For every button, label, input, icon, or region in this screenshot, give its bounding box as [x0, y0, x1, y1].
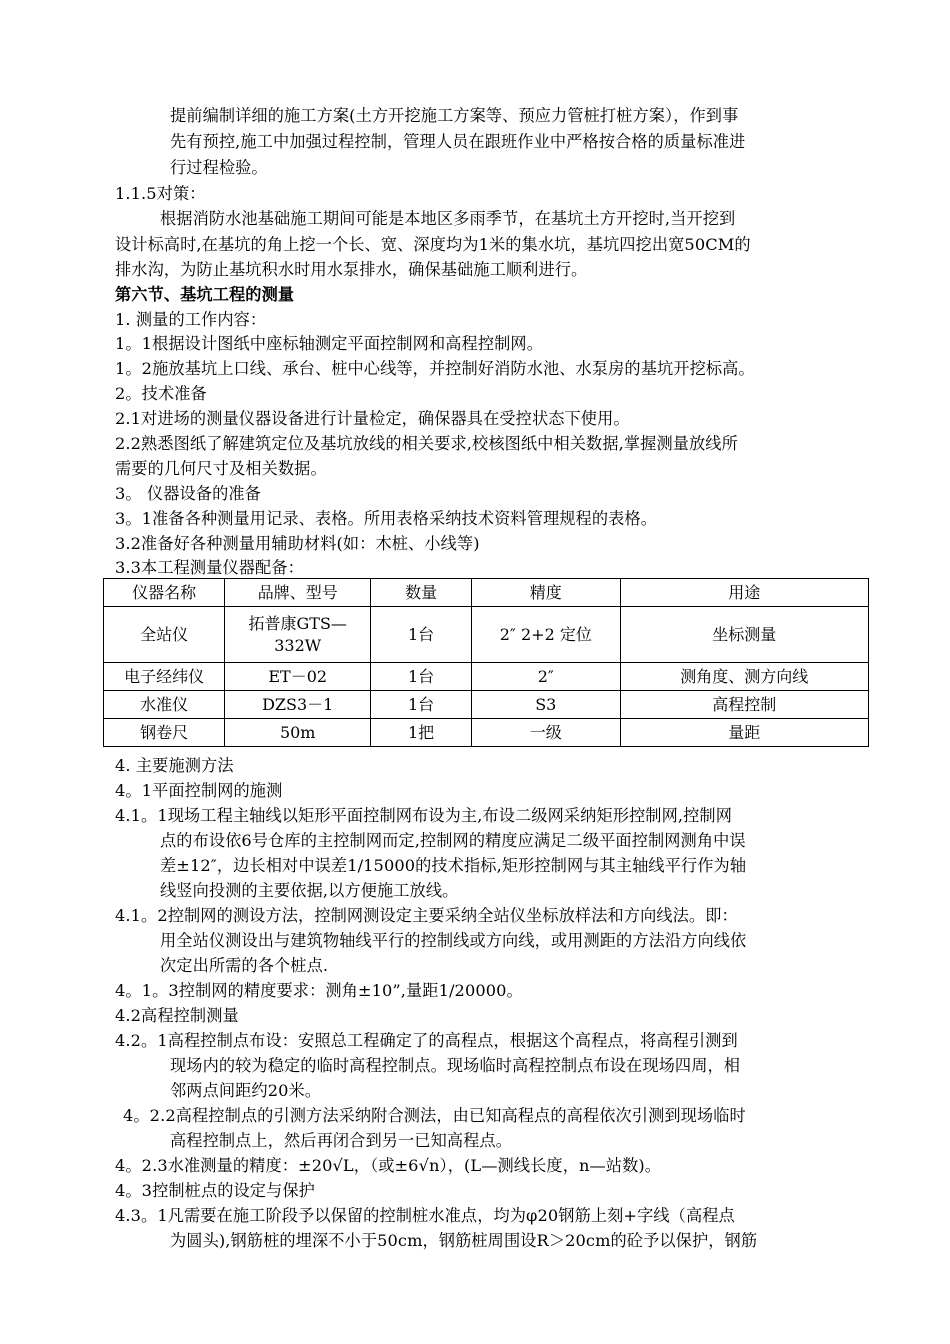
- table-cell: [225, 607, 371, 663]
- table-row: [104, 719, 869, 747]
- paragraph-line: 排水沟，为防止基坑积水时用水泵排水，确保基础施工顺利进行。: [115, 260, 588, 279]
- table-cell: 2″ 2+2 定位: [472, 607, 621, 663]
- instrument-table: [103, 578, 869, 747]
- table-cell: 50m: [225, 719, 371, 747]
- item-heading: 3。 仪器设备的准备: [115, 484, 261, 503]
- list-item: 需要的几何尺寸及相关数据。: [115, 459, 327, 478]
- table-cell: 1把: [371, 719, 472, 747]
- table-cell: ET－02: [225, 663, 371, 691]
- list-item: 4。2.3水准测量的精度：±20√L，（或±6√n），(L—测线长度，n—站数)。: [115, 1156, 662, 1175]
- table-cell: 测角度、测方向线: [620, 663, 868, 691]
- list-item: 3.2准备好各种测量用辅助材料(如：木桩、小线等): [115, 534, 480, 553]
- table-header: 精度: [472, 579, 621, 607]
- list-item: 4.2。1高程控制点布设：安照总工程确定了的高程点，根据这个高程点，将高程引测到: [115, 1031, 738, 1050]
- table-cell-line: 拓普康GTS—: [248, 613, 347, 633]
- item-heading: 4. 主要施测方法: [115, 756, 234, 775]
- table-cell: 电子经纬仪: [104, 663, 225, 691]
- table-cell: DZS3－1: [225, 691, 371, 719]
- subheading: 4.2高程控制测量: [115, 1006, 239, 1025]
- table-cell: 全站仪: [104, 607, 225, 663]
- item-heading: 2。技术准备: [115, 384, 207, 403]
- list-item: 3.3本工程测量仪器配备：: [115, 558, 304, 577]
- list-item: 2.1对进场的测量仪器设备进行计量检定，确保器具在受控状态下使用。: [115, 409, 630, 428]
- table-row: [104, 691, 869, 719]
- table-cell: 1台: [371, 691, 472, 719]
- item-heading: 1. 测量的工作内容：: [115, 310, 267, 329]
- list-item: 2.2熟悉图纸了解建筑定位及基坑放线的相关要求,校核图纸中相关数据,掌握测量放线所: [115, 434, 738, 453]
- paragraph-line: 根据消防水池基础施工期间可能是本地区多雨季节，在基坑土方开挖时,当开挖到: [160, 209, 736, 228]
- list-item: 4。1。3控制网的精度要求：测角±10”,量距1/20000。: [115, 981, 523, 1000]
- table-cell: S3: [472, 691, 621, 719]
- list-item-line: 现场内的较为稳定的临时高程控制点。现场临时高程控制点布设在现场四周，相: [170, 1056, 741, 1075]
- subheading: 4。3控制桩点的设定与保护: [115, 1181, 315, 1200]
- table-header: 用途: [620, 579, 868, 607]
- paragraph-line: 提前编制详细的施工方案(土方开挖施工方案等、预应力管桩打桩方案），作到事: [170, 106, 739, 125]
- table-row: [104, 663, 869, 691]
- table-cell-line: 332W: [274, 635, 322, 655]
- table-header: 数量: [371, 579, 472, 607]
- table-cell: 一级: [472, 719, 621, 747]
- list-item-line: 次定出所需的各个桩点.: [160, 956, 329, 975]
- list-item-line: 邻两点间距约20米。: [170, 1081, 322, 1100]
- paragraph-line: 设计标高时,在基坑的角上挖一个长、宽、深度均为1米的集水坑，基坑四挖出宽50CM的: [115, 235, 751, 254]
- table-cell: 量距: [620, 719, 868, 747]
- list-item: 1。2施放基坑上口线、承台、桩中心线等，并控制好消防水池、水泵房的基坑开挖标高。: [115, 359, 755, 378]
- table-cell: 1台: [371, 663, 472, 691]
- table-cell: 高程控制: [620, 691, 868, 719]
- table-cell: 1台: [371, 607, 472, 663]
- list-item-line: 用全站仪测设出与建筑物轴线平行的控制线或方向线，或用测距的方法沿方向线依: [160, 931, 747, 950]
- list-item: 4.1。1现场工程主轴线以矩形平面控制网布设为主,布设二级网采纳矩形控制网,控制网: [115, 806, 732, 825]
- table-cell: 钢卷尺: [104, 719, 225, 747]
- paragraph-line: 行过程检验。: [170, 158, 268, 177]
- list-item-line: 高程控制点上，然后再闭合到另一已知高程点。: [170, 1131, 513, 1150]
- list-item: 3。1准备各种测量用记录、表格。所用表格采纳技术资料管理规程的表格。: [115, 509, 657, 528]
- table-row: [104, 607, 869, 663]
- table-cell: 坐标测量: [620, 607, 868, 663]
- subheading: 4。1平面控制网的施测: [115, 781, 283, 800]
- section-heading: 第六节、基坑工程的测量: [115, 285, 295, 304]
- table-cell: 2″: [472, 663, 621, 691]
- list-item-line: 差±12″，边长相对中误差1/15000的技术指标,矩形控制网与其主轴线平行作为轴: [160, 856, 747, 875]
- list-item-line: 为圆头),钢筋桩的埋深不小于50cm，钢筋桩周围设R＞20cm的砼予以保护，钢筋: [170, 1231, 758, 1250]
- table-cell: 水准仪: [104, 691, 225, 719]
- paragraph-line: 先有预控,施工中加强过程控制，管理人员在跟班作业中严格按合格的质量标准进: [170, 132, 746, 151]
- list-item-line: 点的布设依6号仓库的主控制网而定,控制网的精度应满足二级平面控制网测角中误: [160, 831, 746, 850]
- list-item: 4.1。2控制网的测设方法，控制网测设定主要采纳全站仪坐标放样法和方向线法。即：: [115, 906, 738, 925]
- table-header: 品牌、型号: [225, 579, 371, 607]
- list-item: 4.3。1凡需要在施工阶段予以保留的控制桩水准点，均为φ20钢筋上刻+字线（高程点: [115, 1206, 735, 1225]
- list-item: 4。2.2高程控制点的引测方法采纳附合测法，由已知高程点的高程依次引测到现场临时: [123, 1106, 746, 1125]
- table-header-row: [104, 579, 869, 607]
- list-item-line: 线竖向投测的主要依据,以方便施工放线。: [160, 881, 459, 900]
- list-item: 1。1根据设计图纸中座标轴测定平面控制网和高程控制网。: [115, 334, 543, 353]
- table-header: 仪器名称: [104, 579, 225, 607]
- subheading-1-1-5: 1.1.5对策：: [115, 184, 206, 203]
